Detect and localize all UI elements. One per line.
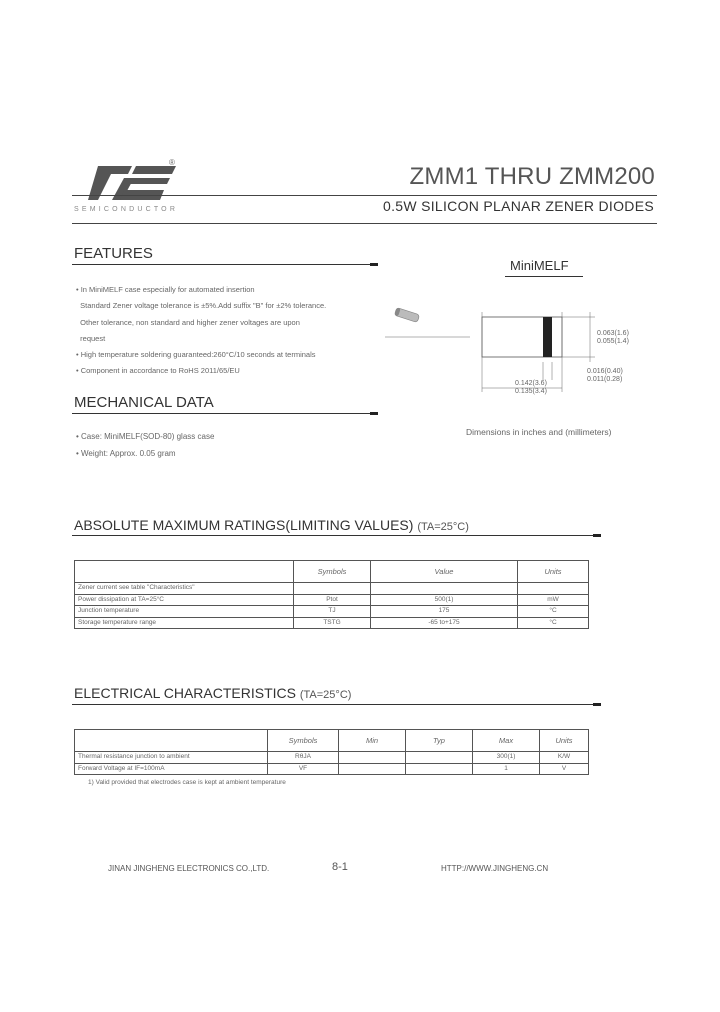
features-rule [72, 264, 372, 265]
page-title: ZMM1 THRU ZMM200 [409, 163, 655, 190]
dim-diameter-max: 0.063(1.6) [597, 330, 629, 337]
table-cell: Storage temperature range [75, 617, 294, 629]
elec-condition: (TA=25°C) [299, 689, 352, 701]
package-label-rule [505, 276, 583, 277]
elec-rule [72, 704, 597, 705]
header-cell: Units [540, 730, 589, 752]
header-cell [75, 561, 294, 583]
features-heading: FEATURES [74, 245, 153, 262]
elec-title: ELECTRICAL CHARACTERISTICS [74, 685, 296, 701]
table-cell: Forward Voltage at IF=100mA [75, 763, 268, 775]
registered-mark: ® [169, 158, 175, 167]
features-line: Other tolerance, non standard and higher zener voltages are upon [76, 317, 300, 327]
table-cell: -65 to+175 [371, 617, 518, 629]
table-row [75, 617, 589, 629]
features-line: Standard Zener voltage tolerance is ±5%.Add suffix "B" for ±2% tolerance. [76, 301, 327, 311]
header-cell: Value [371, 561, 518, 583]
subtitle-rule [72, 223, 657, 224]
table-row [75, 606, 589, 618]
elec-heading [74, 685, 351, 701]
features-line: • Component in accordance to RoHS 2011/65/EU [76, 366, 240, 376]
table-footnote: 1) Valid provided that electrodes case is kept at ambient temperature [88, 779, 286, 786]
table-cell: mW [518, 594, 589, 606]
package-label: MiniMELF [510, 258, 569, 273]
abs-max-rule-end [593, 534, 601, 537]
table-cell [518, 583, 589, 595]
package-dimension-drawing [385, 292, 655, 402]
table-cell: 300(1) [473, 752, 540, 764]
dim-length-min: 0.135(3.4) [515, 388, 547, 395]
table-row [75, 583, 589, 595]
header-cell: Symbols [294, 561, 371, 583]
dim-band-max: 0.016(0.40) [587, 368, 623, 375]
table-cell: °C [518, 606, 589, 618]
mechanical-heading: MECHANICAL DATA [74, 394, 214, 411]
dim-band-min: 0.011(0.28) [587, 376, 623, 383]
table-row [75, 763, 589, 775]
table-cell: TSTG [294, 617, 371, 629]
page-number: 8-1 [332, 861, 348, 873]
table-cell: °C [518, 617, 589, 629]
table-cell: RθJA [268, 752, 339, 764]
header-cell: Symbols [268, 730, 339, 752]
table-cell [406, 763, 473, 775]
header-cell: Typ [406, 730, 473, 752]
abs-max-title: ABSOLUTE MAXIMUM RATINGS(LIMITING VALUES) [74, 517, 414, 533]
abs-max-rule [72, 535, 597, 536]
table-cell [371, 583, 518, 595]
table-cell [406, 752, 473, 764]
elec-rule-end [593, 703, 601, 706]
table-cell: Ptot [294, 594, 371, 606]
logo-subtitle: SEMICONDUCTOR [74, 206, 179, 213]
table-cell [294, 583, 371, 595]
header-cell: Min [339, 730, 406, 752]
page-subtitle: 0.5W SILICON PLANAR ZENER DIODES [383, 198, 654, 214]
header-cell: Max [473, 730, 540, 752]
table-cell: 500(1) [371, 594, 518, 606]
footer-url: HTTP://WWW.JINGHENG.CN [441, 864, 549, 873]
table-cell: K/W [540, 752, 589, 764]
table-row [75, 752, 589, 764]
abs-max-heading [74, 517, 469, 533]
dim-diameter-min: 0.055(1.4) [597, 338, 629, 345]
mechanical-rule-end [370, 412, 378, 415]
features-line: • In MiniMELF case especially for automated insertion [76, 285, 255, 294]
features-list [76, 282, 376, 380]
mechanical-line: • Weight: Approx. 0.05 gram [76, 449, 176, 458]
table-header-row [75, 561, 589, 583]
header-rule [72, 195, 657, 196]
mechanical-rule [72, 413, 372, 414]
table-cell: Thermal resistance junction to ambient [75, 752, 268, 764]
table-cell: Power dissipation at TA=25°C [75, 594, 294, 606]
dim-length-max: 0.142(3.6) [515, 380, 547, 387]
features-line: • High temperature soldering guaranteed:260°C/10 seconds at terminals [76, 350, 316, 360]
table-cell: Junction temperature [75, 606, 294, 618]
mechanical-list [76, 428, 214, 462]
table-cell [339, 752, 406, 764]
table-cell: VF [268, 763, 339, 775]
table-cell: 175 [371, 606, 518, 618]
header-cell [75, 730, 268, 752]
features-line: request [76, 333, 106, 343]
abs-max-table [74, 560, 589, 629]
mechanical-line: • Case: MiniMELF(SOD-80) glass case [76, 432, 215, 441]
table-row [75, 594, 589, 606]
table-header-row [75, 730, 589, 752]
features-rule-end [370, 263, 378, 266]
table-cell [339, 763, 406, 775]
table-cell: Zener current see table "Characteristics" [75, 583, 294, 595]
table-cell: TJ [294, 606, 371, 618]
elec-table [74, 729, 589, 775]
table-cell: 1 [473, 763, 540, 775]
header-cell: Units [518, 561, 589, 583]
footer-company: JINAN JINGHENG ELECTRONICS CO.,LTD. [108, 864, 270, 873]
abs-max-condition: (TA=25°C) [417, 521, 469, 533]
table-cell: V [540, 763, 589, 775]
dimension-caption: Dimensions in inches and (millimeters) [466, 427, 612, 437]
